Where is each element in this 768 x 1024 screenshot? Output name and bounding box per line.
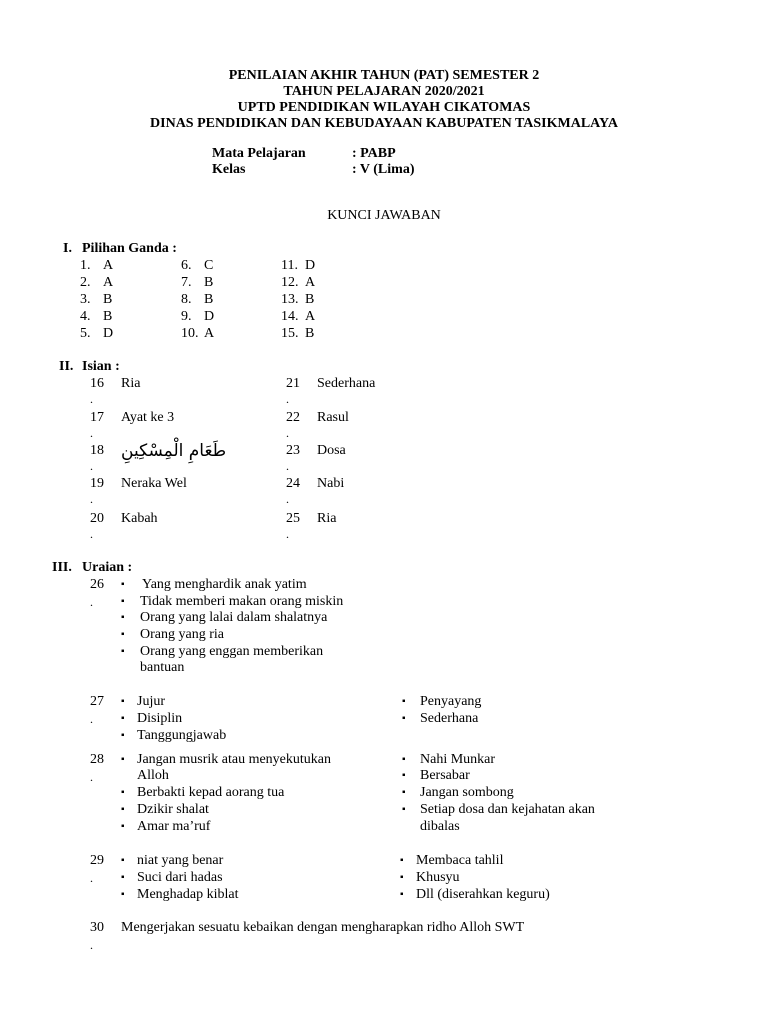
essay-item: Sederhana [420, 711, 479, 726]
mc-answer: B [204, 275, 214, 290]
mc-number: 3. [80, 292, 91, 307]
bullet-icon: ▪ [402, 754, 406, 765]
fill-answer: Dosa [317, 443, 346, 458]
essay-item: Membaca tahlil [416, 853, 504, 868]
essay-item: Orang yang enggan memberikan [140, 644, 324, 659]
essay-number: 30 [90, 920, 104, 935]
essay-item: Dll (diserahkan keguru) [416, 887, 550, 902]
bullet-icon: ▪ [400, 872, 404, 883]
mc-number: 9. [181, 309, 192, 324]
bullet-icon: ▪ [402, 787, 406, 798]
fill-number: 21 [286, 376, 300, 391]
bullet-icon: ▪ [402, 713, 406, 724]
bullet-icon: ▪ [121, 646, 125, 657]
essay-item: Menghadap kiblat [137, 887, 239, 902]
essay-item: Yang menghardik anak yatim [142, 577, 307, 592]
essay-number: 28 [90, 752, 104, 767]
essay-item: Jujur [137, 694, 165, 709]
header-line-2: TAHUN PELAJARAN 2020/2021 [283, 84, 485, 99]
fill-number: 16 [90, 376, 104, 391]
section-1-numeral: I. [63, 241, 72, 256]
bullet-icon: ▪ [121, 889, 125, 900]
fill-answer: Neraka Wel [121, 476, 187, 491]
bullet-icon: ▪ [121, 629, 125, 640]
essay-item: niat yang benar [137, 853, 224, 868]
mc-answer: C [204, 258, 214, 273]
number-dot: . [286, 527, 289, 541]
number-dot: . [90, 770, 93, 784]
essay-item: Setiap dosa dan kejahatan akan [420, 802, 595, 817]
header-line-3: UPTD PENDIDIKAN WILAYAH CIKATOMAS [237, 100, 531, 115]
fill-number: 17 [90, 410, 104, 425]
bullet-icon: ▪ [402, 696, 406, 707]
essay-item: Berbakti kepad aorang tua [137, 785, 285, 800]
bullet-icon: ▪ [121, 596, 125, 607]
essay-item: Orang yang lalai dalam shalatnya [140, 610, 328, 625]
number-dot: . [90, 459, 93, 473]
bullet-icon: ▪ [121, 787, 125, 798]
fill-number: 22 [286, 410, 300, 425]
mc-answer: D [103, 326, 114, 341]
mc-answer: B [305, 326, 315, 341]
mc-number: 7. [181, 275, 192, 290]
mc-answer: A [305, 275, 316, 290]
essay-item: Tidak memberi makan orang miskin [140, 594, 344, 609]
mc-number: 12. [281, 275, 299, 290]
essay-item: Dzikir shalat [137, 802, 209, 817]
fill-answer: Ria [317, 511, 337, 526]
subject-label: Mata Pelajaran [212, 146, 306, 161]
bullet-icon: ▪ [400, 889, 404, 900]
bullet-icon: ▪ [400, 855, 404, 866]
mc-number: 10. [181, 326, 199, 341]
bullet-icon: ▪ [121, 612, 125, 623]
mc-number: 5. [80, 326, 91, 341]
mc-number: 6. [181, 258, 192, 273]
mc-number: 11. [281, 258, 298, 273]
essay-number: 26 [90, 577, 104, 592]
mc-answer: B [103, 309, 113, 324]
bullet-icon: ▪ [121, 579, 125, 590]
fill-answer: Kabah [121, 511, 158, 526]
mc-number: 2. [80, 275, 91, 290]
section-3-numeral: III. [52, 560, 72, 575]
essay-item: Khusyu [416, 870, 460, 885]
essay-item: Bersabar [420, 768, 470, 783]
bullet-icon: ▪ [121, 754, 125, 765]
mc-number: 15. [281, 326, 299, 341]
essay-item: Disiplin [137, 711, 183, 726]
number-dot: . [90, 938, 93, 952]
mc-answer: B [305, 292, 315, 307]
mc-number: 1. [80, 258, 91, 273]
document-title: KUNCI JAWABAN [327, 208, 441, 223]
header-line-4: DINAS PENDIDIKAN DAN KEBUDAYAAN KABUPATEN TASIKMALAYA [150, 116, 618, 131]
bullet-icon: ▪ [402, 770, 406, 781]
number-dot: . [90, 527, 93, 541]
fill-answer-arabic: طَعَامِ الْمِسْكِينِ [121, 441, 227, 461]
number-dot: . [90, 871, 93, 885]
fill-number: 19 [90, 476, 104, 491]
fill-answer: Ria [121, 376, 141, 391]
essay-item-continued: Alloh [137, 768, 169, 783]
class-value: : V (Lima) [352, 162, 415, 177]
number-dot: . [90, 492, 93, 506]
essay-item-continued: bantuan [140, 660, 185, 675]
essay-item: Tanggungjawab [137, 728, 227, 743]
bullet-icon: ▪ [121, 855, 125, 866]
bullet-icon: ▪ [121, 804, 125, 815]
bullet-icon: ▪ [121, 713, 125, 724]
class-label: Kelas [212, 162, 246, 177]
fill-number: 23 [286, 443, 300, 458]
essay-item: Penyayang [420, 694, 482, 709]
essay-item: Nahi Munkar [420, 752, 496, 767]
section-2-numeral: II. [59, 359, 74, 374]
fill-number: 20 [90, 511, 104, 526]
mc-answer: A [103, 258, 114, 273]
fill-number: 24 [286, 476, 300, 491]
essay-item: Suci dari hadas [137, 870, 223, 885]
fill-number: 25 [286, 511, 300, 526]
fill-number: 18 [90, 443, 104, 458]
mc-answer: B [103, 292, 113, 307]
essay-item: Amar ma’ruf [137, 819, 211, 834]
bullet-icon: ▪ [121, 821, 125, 832]
header-line-1: PENILAIAN AKHIR TAHUN (PAT) SEMESTER 2 [228, 68, 540, 83]
fill-answer: Sederhana [317, 376, 376, 391]
essay-item: Orang yang ria [140, 627, 224, 642]
mc-number: 8. [181, 292, 192, 307]
section-3-title: Uraian : [82, 560, 133, 575]
mc-answer: A [103, 275, 114, 290]
essay-item: Jangan musrik atau menyekutukan [137, 752, 332, 767]
mc-answer: A [204, 326, 215, 341]
number-dot: . [286, 426, 289, 440]
fill-answer: Ayat ke 3 [121, 410, 175, 425]
mc-number: 13. [281, 292, 299, 307]
number-dot: . [286, 459, 289, 473]
number-dot: . [90, 392, 93, 406]
mc-answer: A [305, 309, 316, 324]
mc-answer: B [204, 292, 214, 307]
number-dot: . [90, 426, 93, 440]
mc-number: 4. [80, 309, 91, 324]
number-dot: . [90, 712, 93, 726]
number-dot: . [286, 392, 289, 406]
number-dot: . [90, 595, 93, 609]
essay-item-continued: dibalas [420, 819, 460, 834]
mc-number: 14. [281, 309, 299, 324]
bullet-icon: ▪ [121, 730, 125, 741]
bullet-icon: ▪ [121, 872, 125, 883]
essay-number: 27 [90, 694, 104, 709]
essay-answer: Mengerjakan sesuatu kebaikan dengan mengharapkan ridho Alloh SWT [121, 920, 525, 935]
bullet-icon: ▪ [121, 696, 125, 707]
section-1-title: Pilihan Ganda : [82, 241, 177, 256]
subject-value: : PABP [352, 146, 396, 161]
essay-item: Jangan sombong [420, 785, 514, 800]
bullet-icon: ▪ [402, 804, 406, 815]
section-2-title: Isian : [82, 359, 120, 374]
essay-number: 29 [90, 853, 104, 868]
fill-answer: Rasul [317, 410, 349, 425]
number-dot: . [286, 492, 289, 506]
mc-answer: D [204, 309, 215, 324]
fill-answer: Nabi [317, 476, 345, 491]
mc-answer: D [305, 258, 316, 273]
